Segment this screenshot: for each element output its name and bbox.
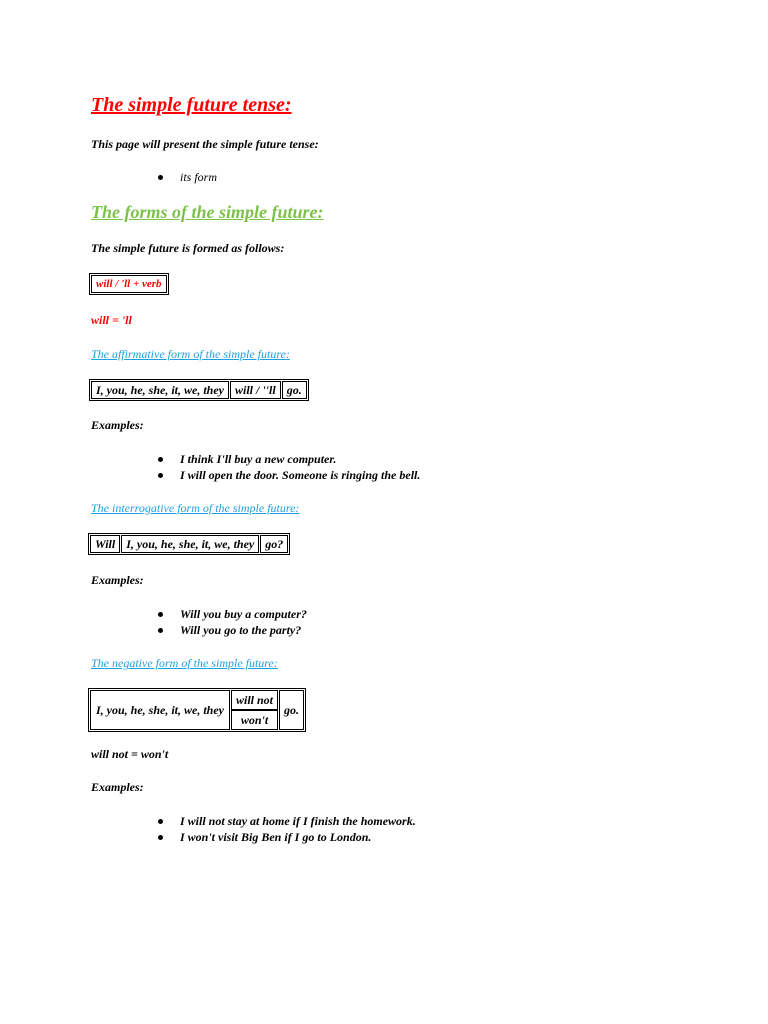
bullet-icon	[158, 457, 163, 462]
affirmative-examples-list	[180, 451, 420, 483]
interrogative-table	[88, 533, 290, 555]
bullet-icon	[158, 473, 163, 478]
auxiliary-full: will not	[232, 691, 277, 711]
verb-cell: go.	[282, 381, 307, 399]
bullet-icon	[158, 835, 163, 840]
bullet-icon	[158, 819, 163, 824]
interrogative-examples-list	[180, 606, 307, 638]
formed-as-text: The simple future is formed as follows:	[91, 241, 285, 255]
affirmative-heading: The affirmative form of the simple future:	[91, 347, 290, 361]
subject-cell: I, you, he, she, it, we, they	[90, 690, 230, 730]
intro-text: This page will present the simple future tense:	[91, 137, 319, 151]
auxiliary-stack	[231, 690, 278, 730]
bullet-icon	[158, 628, 163, 633]
subject-cell: I, you, he, she, it, we, they	[91, 381, 229, 399]
list-item: Will you buy a computer?	[180, 606, 307, 622]
auxiliary-contracted: won't	[240, 713, 269, 727]
auxiliary-cell: will / ''ll	[230, 381, 281, 399]
negative-table	[88, 688, 306, 732]
formula-box	[89, 273, 169, 295]
negative-note: will not = won't	[91, 747, 169, 761]
interrogative-heading: The interrogative form of the simple future:	[91, 501, 300, 515]
bullet-icon	[158, 612, 163, 617]
bullet-icon	[158, 175, 163, 180]
list-item: I will not stay at home if I finish the homework.	[180, 813, 416, 829]
page-title: The simple future tense:	[91, 94, 292, 116]
list-item: Will you go to the party?	[180, 622, 307, 638]
subject-cell: I, you, he, she, it, we, they	[121, 535, 259, 553]
affirmative-table	[89, 379, 309, 401]
intro-bullet-list	[180, 169, 217, 185]
list-item: I will open the door. Someone is ringing the bell.	[180, 467, 420, 483]
negative-examples-label: Examples:	[91, 780, 144, 794]
list-item: I won't visit Big Ben if I go to London.	[180, 829, 416, 845]
negative-examples-list	[180, 813, 416, 845]
verb-cell: go?	[260, 535, 288, 553]
affirmative-examples-label: Examples:	[91, 418, 144, 432]
list-item: its form	[180, 169, 217, 185]
formula-cell: will / 'll + verb	[91, 275, 167, 293]
verb-cell: go.	[279, 690, 304, 730]
contraction-text: will = 'll	[91, 313, 132, 327]
auxiliary-cell: Will	[90, 535, 120, 553]
interrogative-examples-label: Examples:	[91, 573, 144, 587]
list-item: I think I'll buy a new computer.	[180, 451, 420, 467]
negative-heading: The negative form of the simple future:	[91, 656, 278, 670]
forms-heading: The forms of the simple future:	[91, 202, 324, 222]
